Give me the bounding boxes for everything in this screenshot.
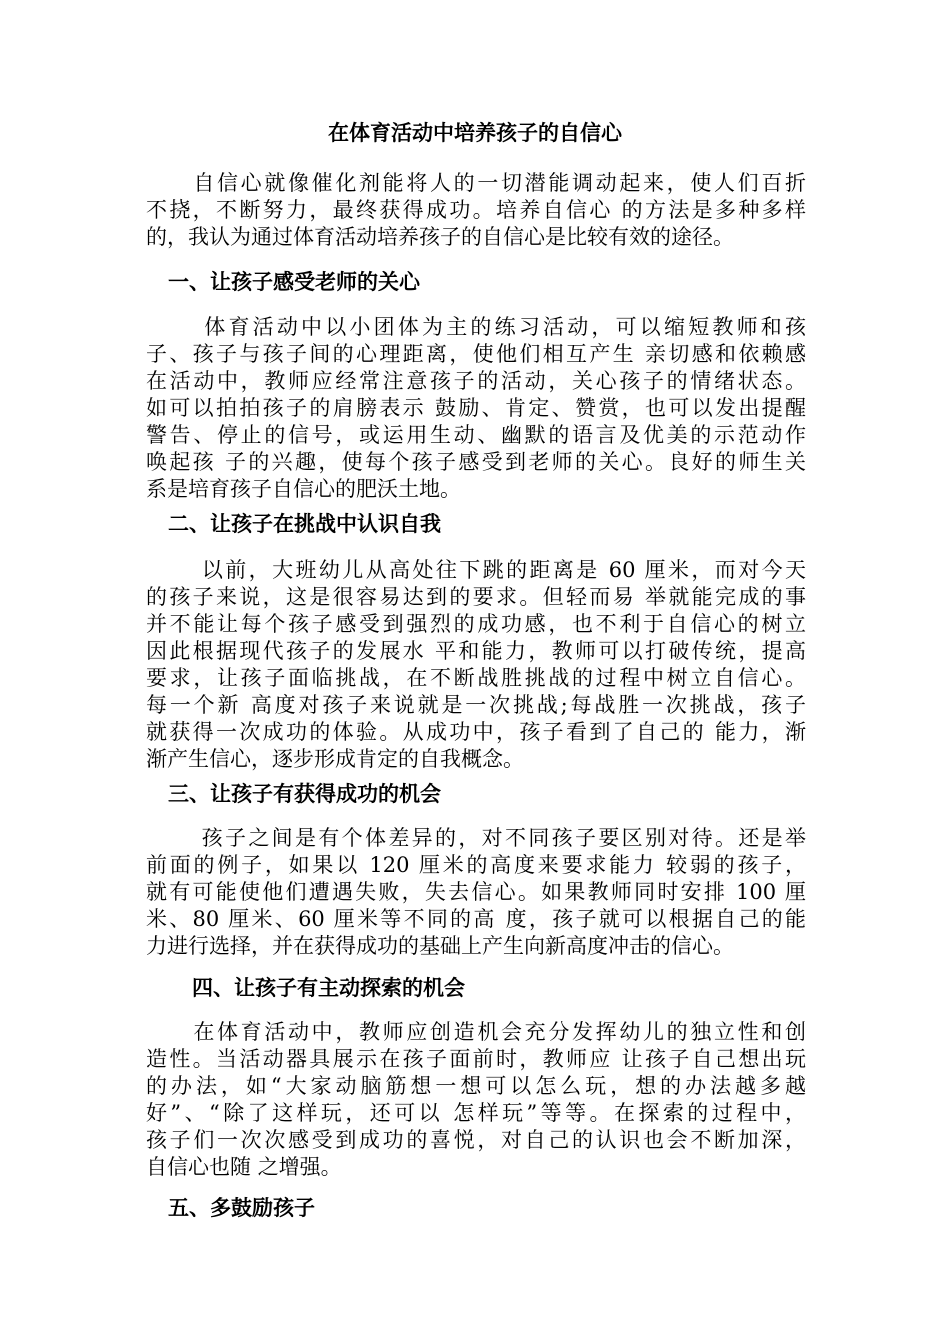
paragraph-line: 米、80 厘米、60 厘米等不同的高 度，孩子就可以根据自己的能 <box>146 907 806 931</box>
paragraph-line: 前面的例子，如果以 120 厘米的高度来要求能力 较弱的孩子， <box>146 853 806 877</box>
paragraph-line: 的，我认为通过体育活动培养孩子的自信心是比较有效的途径。 <box>146 225 734 249</box>
section-4-paragraph <box>146 1019 806 1181</box>
section-2-paragraph <box>146 557 806 773</box>
section-3-paragraph <box>146 825 806 960</box>
section-heading-4: 四、让孩子有主动探索的机会 <box>192 975 465 1000</box>
paragraph-line: 就有可能使他们遭遇失败，失去信心。如果教师同时安排 100 厘 <box>146 880 806 904</box>
section-heading-5: 五、多鼓励孩子 <box>168 1195 315 1220</box>
paragraph-line: 体育活动中以小团体为主的练习活动，可以缩短教师和孩 <box>146 315 806 339</box>
section-heading-2: 二、让孩子在挑战中认识自我 <box>168 511 441 536</box>
intro-paragraph <box>146 170 806 251</box>
section-heading-3: 三、让孩子有获得成功的机会 <box>168 781 441 806</box>
paragraph-line: 每一个新 高度对孩子来说就是一次挑战;每战胜一次挑战，孩子 <box>146 693 806 717</box>
paragraph-line: 并不能让每个孩子感受到强烈的成功感，也不利于自信心的树立 <box>146 612 806 636</box>
paragraph-line: 的孩子来说，这是很容易达到的要求。但轻而易 举就能完成的事 <box>146 585 806 609</box>
section-1-paragraph <box>146 314 806 503</box>
paragraph-line: 要求，让孩子面临挑战，在不断战胜挑战的过程中树立自信心。 <box>146 666 806 690</box>
paragraph-line: 自信心就像催化剂能将人的一切潜能调动起来，使人们百折 <box>146 171 806 195</box>
paragraph-line: 在活动中，教师应经常注意孩子的活动，关心孩子的情绪状态。 <box>146 369 806 393</box>
paragraph-line: 在体育活动中，教师应创造机会充分发挥幼儿的独立性和创 <box>146 1020 806 1044</box>
paragraph-line: 自信心也随 之增强。 <box>146 1155 342 1179</box>
paragraph-line: 造性。当活动器具展示在孩子面前时，教师应 让孩子自己想出玩 <box>146 1047 806 1071</box>
paragraph-line: 警告、停止的信号，或运用生动、幽默的语言及优美的示范动作 <box>146 423 806 447</box>
paragraph-line: 系是培育孩子自信心的肥沃土地。 <box>146 477 461 501</box>
section-heading-1: 一、让孩子感受老师的关心 <box>168 269 420 294</box>
paragraph-line: 孩子们一次次感受到成功的喜悦，对自己的认识也会不断加深， <box>146 1128 806 1152</box>
paragraph-line: 力进行选择，并在获得成功的基础上产生向新高度冲击的信心。 <box>146 934 734 958</box>
paragraph-line: 如可以拍拍孩子的肩膀表示 鼓励、肯定、赞赏，也可以发出提醒 <box>146 396 806 420</box>
paragraph-line: 好”、“除了这样玩，还可以 怎样玩”等等。在探索的过程中， <box>146 1101 806 1125</box>
paragraph-line: 子、孩子与孩子间的心理距离，使他们相互产生 亲切感和依赖感 <box>146 342 806 366</box>
paragraph-line: 以前，大班幼儿从高处往下跳的距离是 60 厘米，而对今天 <box>146 558 806 582</box>
paragraph-line: 的办法，如“大家动脑筋想一想可以怎么玩，想的办法越多越 <box>146 1074 806 1098</box>
paragraph-line: 因此根据现代孩子的发展水 平和能力，教师可以打破传统，提高 <box>146 639 806 663</box>
paragraph-line: 就获得一次成功的体验。从成功中，孩子看到了自己的 能力，渐 <box>146 720 806 744</box>
paragraph-line: 孩子之间是有个体差异的，对不同孩子要区别对待。还是举 <box>146 826 806 850</box>
paragraph-line: 渐产生信心，逐步形成肯定的自我概念。 <box>146 747 524 771</box>
paragraph-line: 唤起孩 子的兴趣，使每个孩子感受到老师的关心。良好的师生关 <box>146 450 806 474</box>
document-title: 在体育活动中培养孩子的自信心 <box>328 121 622 145</box>
paragraph-line: 不挠，不断努力，最终获得成功。培养自信心 的方法是多种多样 <box>146 198 806 222</box>
